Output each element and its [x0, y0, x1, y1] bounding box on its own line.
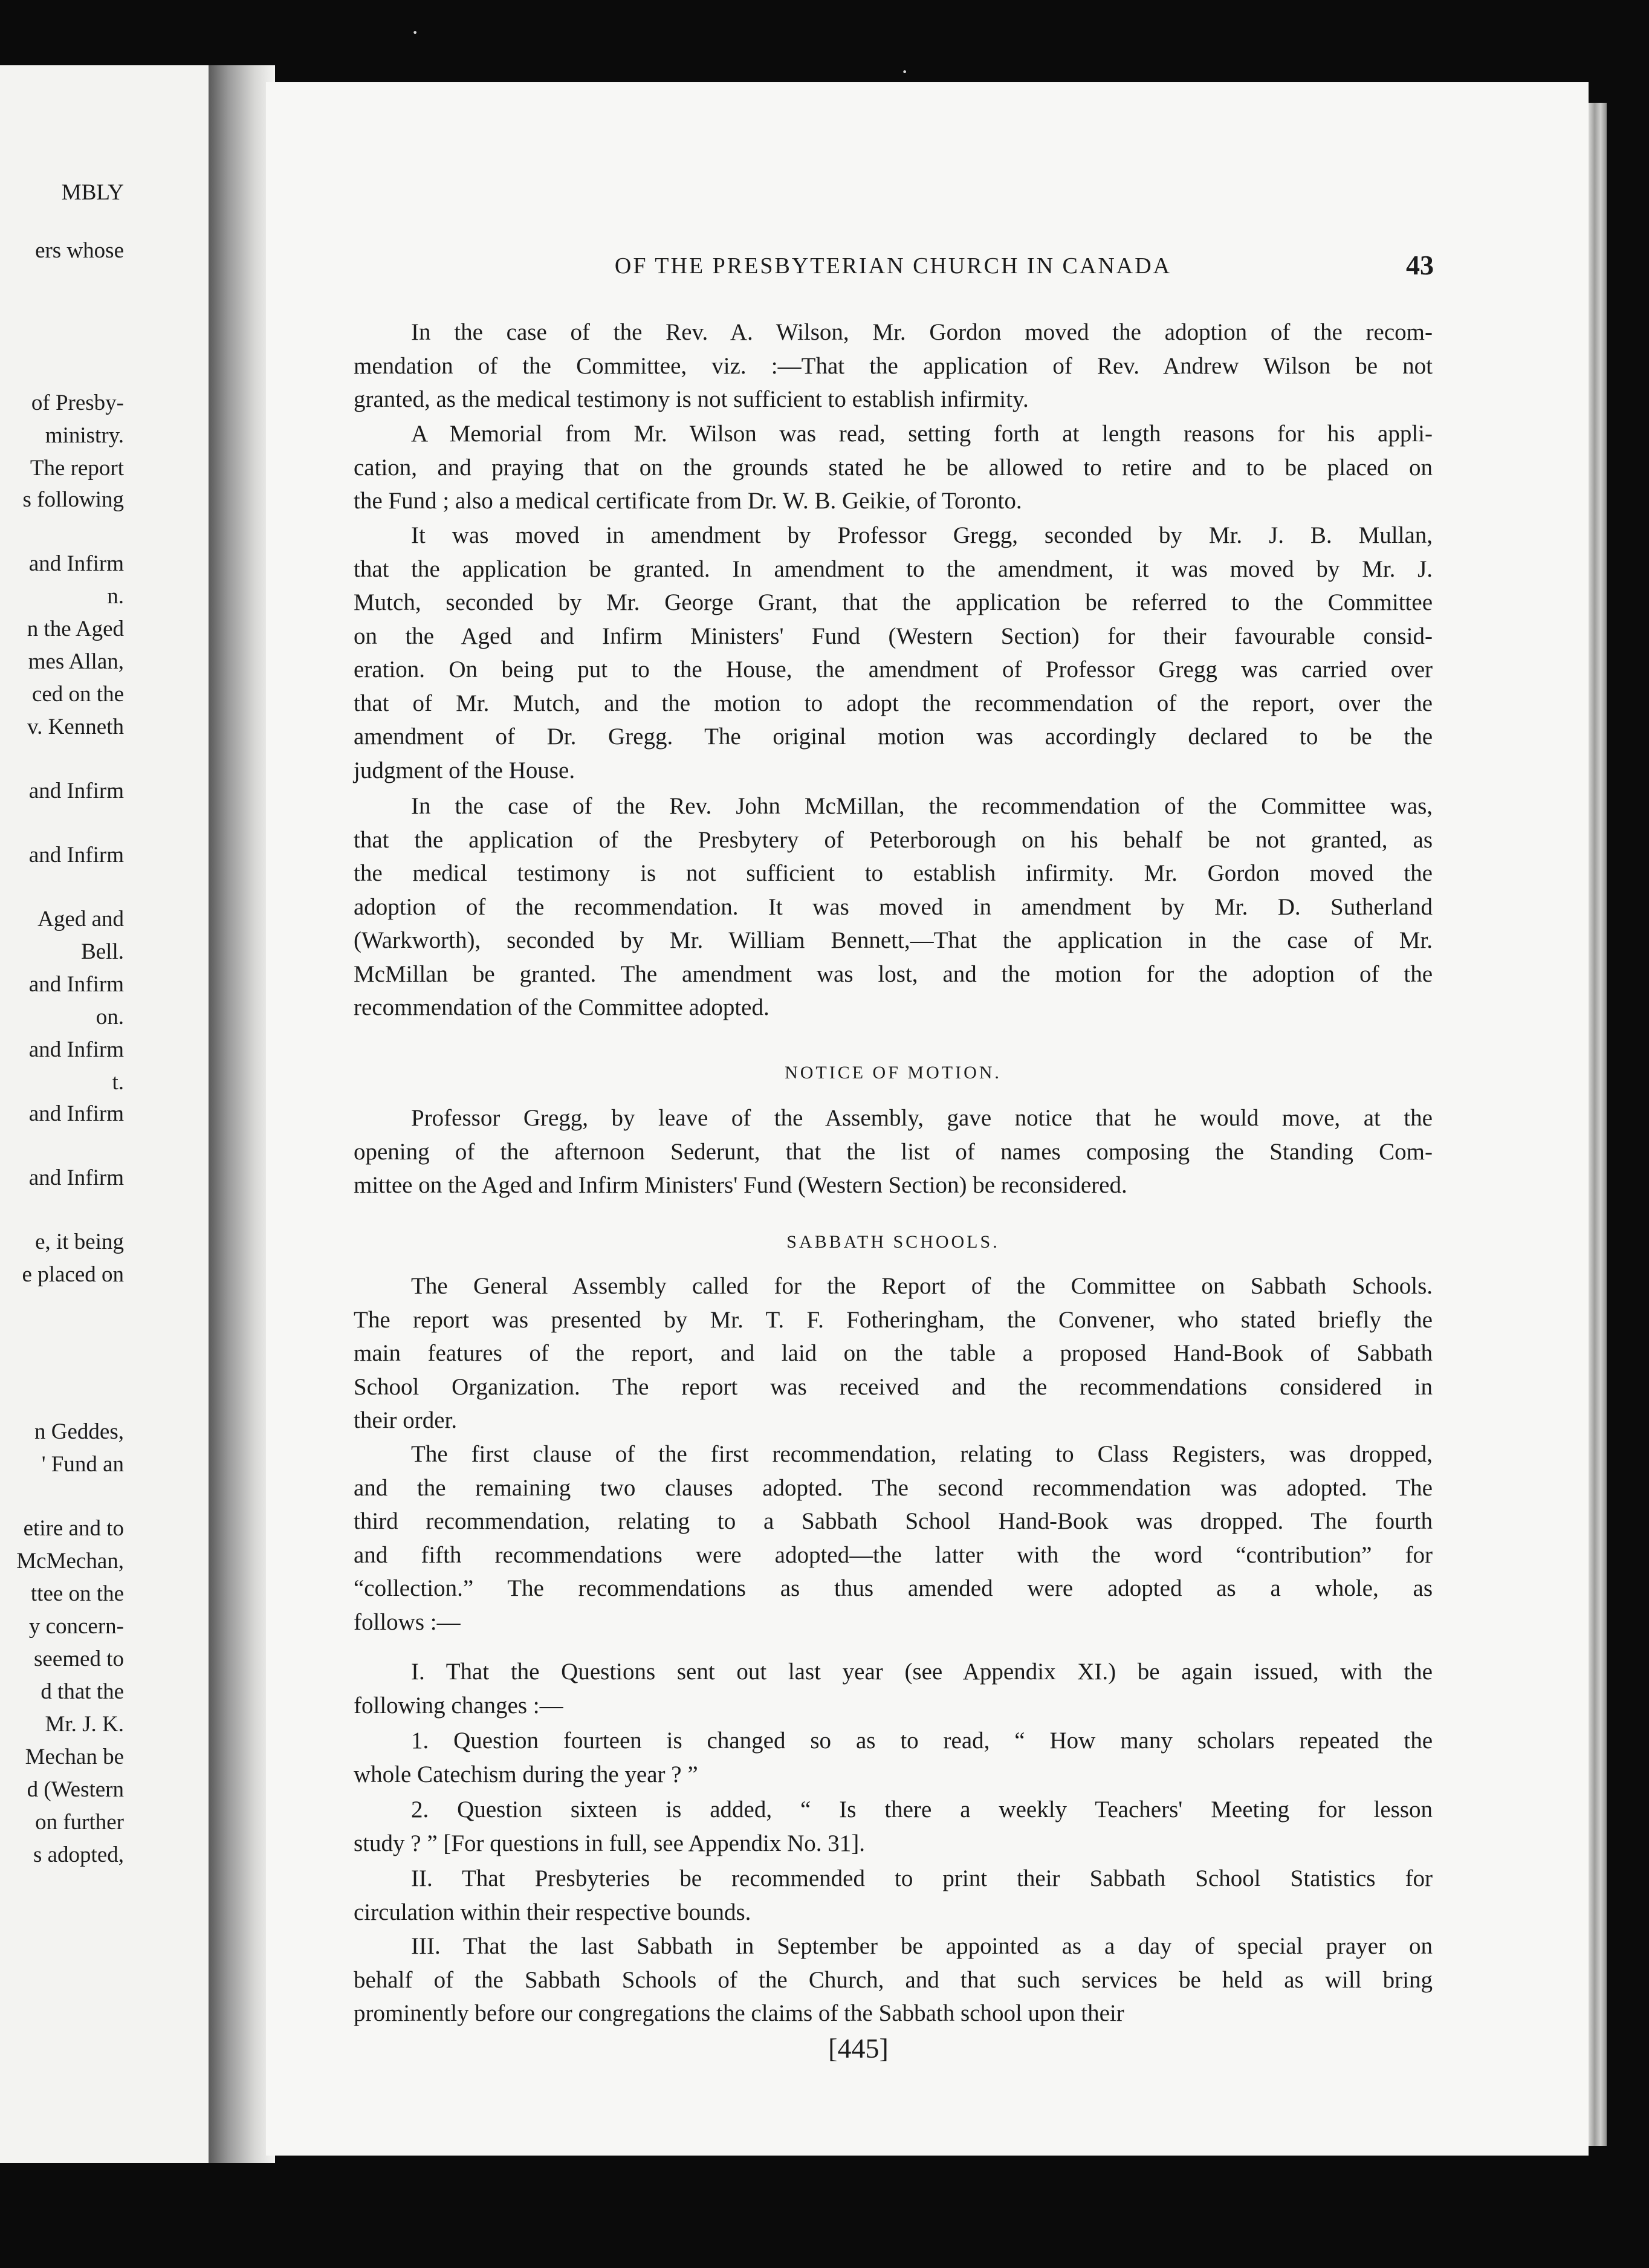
text-line: mittee on the Aged and Infirm Ministers' Fund (Western Section) be reconsidered. [354, 1172, 1127, 1198]
text-line: that the application be granted. In amendment to the amendment, it was moved by Mr. J. [354, 556, 1433, 582]
text-line: (Warkworth), seconded by Mr. William Bennett,—That the application in the case of Mr. [354, 927, 1433, 953]
recommendation-III [354, 1929, 1433, 2030]
recommendation-I [354, 1655, 1433, 1722]
facing-page-line: Bell. [81, 939, 124, 964]
text-line: The General Assembly called for the Report of the Committee on Sabbath Schools. [411, 1273, 1433, 1299]
facing-page-line: and Infirm [28, 972, 124, 997]
page-number: 43 [1406, 250, 1434, 280]
text-line: cation, and praying that on the grounds stated he be allowed to retire and to be placed on [354, 454, 1433, 481]
text-line: The report was presented by Mr. T. F. Fotheringham, the Convener, who stated briefly the [354, 1306, 1433, 1333]
recommendation-II [354, 1862, 1433, 1929]
text-line: “collection.” The recommendations as thus amended were adopted as a whole, as [354, 1575, 1433, 1601]
text-line: recommendation of the Committee adopted. [354, 994, 769, 1020]
facing-page-line: d that the [40, 1679, 124, 1704]
text-line: on the Aged and Infirm Ministers' Fund (Western Section) for their favourable consid- [354, 623, 1433, 649]
facing-page-line: and Infirm [28, 551, 124, 576]
facing-page-line: mes Allan, [28, 649, 124, 674]
signature-mark: [445] [828, 2033, 889, 2064]
text-line: A Memorial from Mr. Wilson was read, setting forth at length reasons for his appli- [411, 421, 1433, 447]
facing-page-line: and Infirm [28, 843, 124, 867]
text-line: third recommendation, relating to a Sabbath School Hand-Book was dropped. The fourth [354, 1508, 1433, 1534]
facing-page [0, 65, 209, 2163]
facing-page-line: and Infirm [28, 779, 124, 803]
text-line: and the remaining two clauses adopted. The second recommendation was adopted. The [354, 1474, 1433, 1501]
text-line: II. That Presbyteries be recommended to print their Sabbath School Statistics for [411, 1865, 1433, 1891]
facing-page-line: of Presby- [31, 390, 124, 415]
scan-speck: · [411, 19, 420, 46]
text-line: III. That the last Sabbath in September be appointed as a day of special prayer on [411, 1933, 1433, 1959]
text-line: the medical testimony is not sufficient to establish infirmity. Mr. Gordon moved the [354, 860, 1433, 886]
paragraph-recommendations [354, 1437, 1433, 1639]
text-line: follows :— [354, 1609, 461, 1635]
facing-page-line: ced on the [31, 682, 124, 707]
text-line: opening of the afternoon Sederunt, that the list of names composing the Standing Com- [354, 1138, 1433, 1165]
facing-page-line: etire and to [23, 1516, 124, 1541]
text-line: The first clause of the first recommendation, relating to Class Registers, was dropped, [411, 1441, 1433, 1467]
facing-page-line: e, it being [35, 1230, 124, 1254]
facing-page-line: e placed on [22, 1262, 124, 1287]
facing-page-line: s adopted, [33, 1842, 124, 1867]
facing-page-line: seemed to [34, 1647, 124, 1671]
facing-page-line: y concern- [28, 1614, 124, 1639]
text-line: study ? ” [For questions in full, see Appendix No. 31]. [354, 1830, 865, 1856]
paragraph-sabbath-report [354, 1269, 1433, 1437]
heading-notice-of-motion: NOTICE OF MOTION. [785, 1063, 1002, 1083]
paragraph-wilson-memorial [354, 417, 1433, 518]
paragraph-amendment-gregg [354, 519, 1433, 787]
text-line: mendation of the Committee, viz. :—That the application of Rev. Andrew Wilson be not [354, 352, 1433, 379]
text-line: amendment of Dr. Gregg. The original motion was accordingly declared to be the [354, 724, 1433, 750]
facing-page-line: and Infirm [28, 1037, 124, 1062]
facing-page-line: The report [30, 456, 124, 481]
heading-sabbath-schools: SABBATH SCHOOLS. [786, 1232, 1000, 1252]
text-line: following changes :— [354, 1692, 563, 1719]
running-head: OF THE PRESBYTERIAN CHURCH IN CANADA [614, 253, 1172, 279]
facing-page-line: n. [107, 584, 124, 609]
facing-page-line: Mechan be [25, 1745, 124, 1769]
facing-page-line: n the Aged [27, 617, 124, 641]
text-line: that the application of the Presbytery of Peterborough on his behalf be not granted, as [354, 826, 1433, 853]
text-line: behalf of the Sabbath Schools of the Church, and that such services be held as will bring [354, 1966, 1433, 1993]
paragraph-wilson-recommendation [354, 316, 1433, 416]
text-line: In the case of the Rev. John McMillan, the recommendation of the Committee was, [411, 793, 1433, 819]
text-line: and fifth recommendations were adopted—the latter with the word “contribution” for [354, 1541, 1433, 1568]
text-line: McMillan be granted. The amendment was lost, and the motion for the adoption of the [354, 961, 1433, 987]
facing-page-line: and Infirm [28, 1101, 124, 1126]
facing-page-line: McMechan, [16, 1549, 124, 1573]
text-line: School Organization. The report was received and the recommendations considered in [354, 1373, 1433, 1400]
text-line: adoption of the recommendation. It was moved in amendment by Mr. D. Sutherland [354, 893, 1433, 920]
text-line: judgment of the House. [354, 757, 575, 783]
facing-page-line: Mr. J. K. [45, 1712, 124, 1737]
facing-page-line: t. [112, 1070, 124, 1095]
facing-page-line: s following [22, 487, 124, 512]
text-line: Professor Gregg, by leave of the Assembly, gave notice that he would move, at the [411, 1105, 1433, 1131]
book-gutter [209, 65, 275, 2163]
text-line: It was moved in amendment by Professor Gregg, seconded by Mr. J. B. Mullan, [411, 522, 1433, 548]
paragraph-mcmillan [354, 789, 1433, 1025]
facing-page-line: and Infirm [28, 1165, 124, 1190]
facing-page-line: on. [96, 1005, 124, 1029]
question-fourteen [354, 1724, 1433, 1791]
text-line: eration. On being put to the House, the amendment of Professor Gregg was carried over [354, 656, 1433, 682]
facing-page-line: ' Fund an [41, 1452, 124, 1477]
text-line: the Fund ; also a medical certificate from Dr. W. B. Geikie, of Toronto. [354, 488, 1022, 514]
facing-page-line: ttee on the [30, 1581, 124, 1606]
facing-page-line: v. Kenneth [27, 714, 124, 739]
text-line: whole Catechism during the year ? ” [354, 1761, 698, 1787]
question-sixteen [354, 1793, 1433, 1860]
facing-page-line: n Geddes, [34, 1419, 124, 1444]
text-line: I. That the Questions sent out last year (see Appendix XI.) be again issued, with the [411, 1659, 1433, 1685]
text-line: 1. Question fourteen is changed so as to read, “ How many scholars repeated the [411, 1728, 1433, 1754]
facing-page-line: MBLY [61, 180, 124, 205]
text-line: granted, as the medical testimony is not sufficient to establish infirmity. [354, 386, 1029, 412]
facing-page-line: on further [35, 1810, 124, 1835]
facing-page-line: ministry. [45, 423, 124, 448]
facing-page-line: d (Western [27, 1777, 124, 1802]
text-line: In the case of the Rev. A. Wilson, Mr. Gordon moved the adoption of the recom- [411, 319, 1433, 345]
text-line: that of Mr. Mutch, and the motion to adopt the recommendation of the report, over the [354, 690, 1433, 716]
text-line: prominently before our congregations the claims of the Sabbath school upon their [354, 2000, 1124, 2026]
text-line: their order. [354, 1407, 458, 1433]
text-line: Mutch, seconded by Mr. George Grant, that the application be referred to the Committee [354, 589, 1433, 615]
page-edge [1589, 103, 1607, 2146]
text-line: circulation within their respective bounds. [354, 1899, 751, 1925]
paragraph-notice [354, 1101, 1433, 1202]
text-line: main features of the report, and laid on the table a proposed Hand-Book of Sabbath [354, 1340, 1433, 1366]
facing-page-line: Aged and [37, 907, 124, 932]
scan-speck: · [901, 58, 909, 85]
text-line: 2. Question sixteen is added, “ Is there a weekly Teachers' Meeting for lesson [411, 1797, 1433, 1822]
facing-page-line: ers whose [35, 238, 124, 263]
